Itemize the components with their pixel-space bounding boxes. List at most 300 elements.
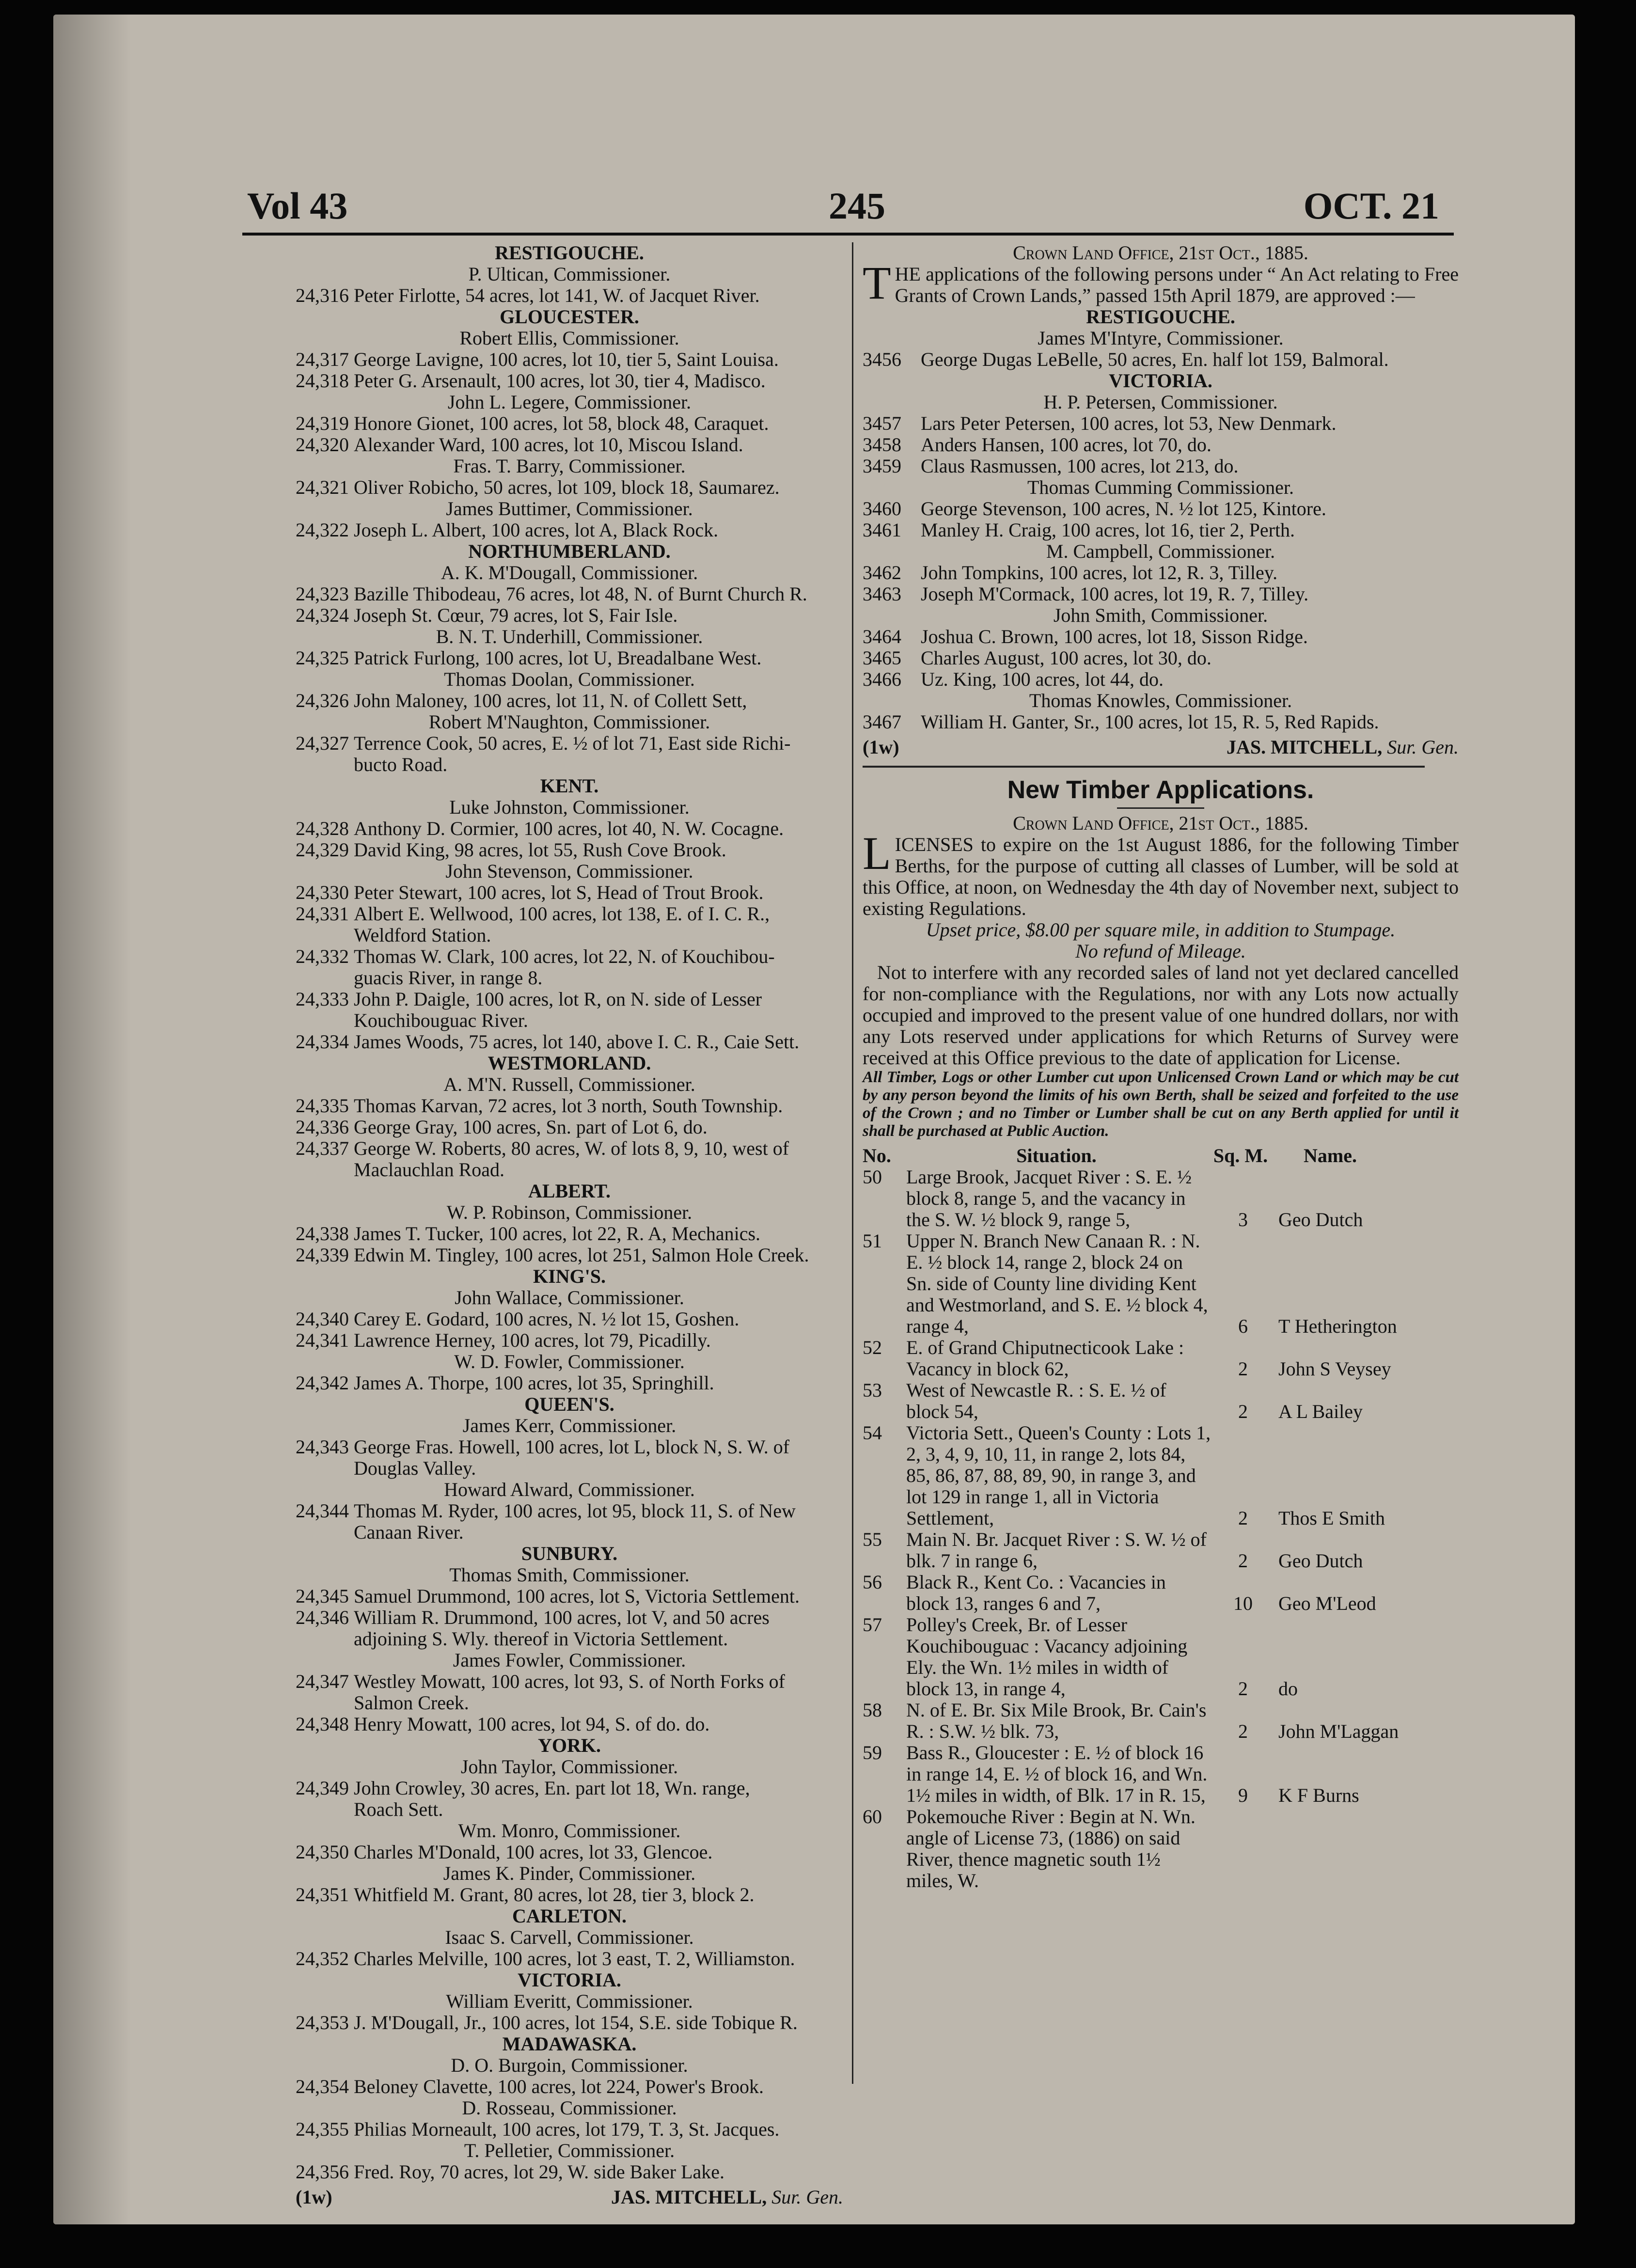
entry-text: Peter Firlotte, 54 acres, lot 141, W. of Jacquet River. [354,284,760,306]
signature-title: Sur. Gen. [771,2186,843,2208]
berth-situation: Large Brook, Jacquet River : S. E. ½ block 8, range 5, and the vacancy in the S. W. ½ block 9, range 5, [906,1166,1192,1230]
entry-number: 3461 [863,519,901,541]
commissioner-line: John Wallace, Commissioner. [455,1287,684,1308]
entry-number: 3466 [863,668,901,690]
grant-entry [296,1714,843,1735]
county-heading: MADAWASKA. [502,2033,637,2055]
commissioner-line: P. Ultican, Commissioner. [468,263,671,285]
entry-continuation: Kouchibouguac River. [354,1009,528,1031]
entry-continuation: Weldford Station. [354,924,491,946]
grant-entry [296,1948,843,1969]
grant-entry [863,626,1459,647]
entry-number: 24,324 [296,604,349,626]
entry-number: 3467 [863,711,901,733]
commissioner-line: Isaac S. Carvell, Commissioner. [445,1926,694,1948]
berth-number: 60 [863,1806,882,1827]
grant-entry [296,1671,843,1692]
grant-entry [863,434,1459,456]
square-miles: 10 [1233,1592,1253,1614]
entry-number: 24,354 [296,2076,349,2097]
grant-entry [296,285,843,306]
col-name: Name. [1304,1145,1357,1166]
entry-text: Peter Stewart, 100 acres, lot S, Head of Trout Brook. [354,882,764,903]
entry-number: 3456 [863,348,901,370]
berth-number: 58 [863,1699,882,1721]
square-miles: 2 [1238,1720,1248,1742]
col-sqm: Sq. M. [1213,1145,1268,1166]
applicant-name: T Hetherington [1278,1315,1397,1337]
licenses-paragraph: LICENSES to expire on the 1st August 1886, for the following Timber Berths, for the purpose of cutting all classes of Lumber, will be sold at this Office, at noon, on Wednesday the 4th day of November next, subject to existing Regulations. [863,827,1459,919]
entry-continuation: Roach Sett. [354,1798,443,1820]
applicant-name: John M'Laggan [1278,1720,1399,1742]
entry-number: 24,322 [296,519,349,541]
entry-text: Whitfield M. Grant, 80 acres, lot 28, tier 3, block 2. [354,1884,755,1906]
entry-number: 24,340 [296,1308,349,1330]
entry-number: 24,353 [296,2012,349,2033]
berth-number: 50 [863,1166,882,1188]
commissioner-line: James K. Pinder, Commissioner. [443,1862,696,1884]
grant-entry [863,520,1459,541]
entry-text: J. M'Dougall, Jr., 100 acres, lot 154, S.E. side Tobique R. [354,2012,798,2033]
column-divider [852,242,853,2084]
table-row [863,1742,1459,1806]
entry-number: 24,321 [296,476,349,498]
commissioner-line: James M'Intyre, Commissioner. [1038,327,1284,349]
entry-text: Claus Rasmussen, 100 acres, lot 213, do. [921,455,1239,477]
applicant-name: Geo M'Leod [1278,1592,1376,1614]
berth-situation: Main N. Br. Jacquet River : S. W. ½ of blk. 7 in range 6, [906,1528,1207,1572]
table-row [863,1230,1459,1337]
entry-text: Lars Peter Petersen, 100 acres, lot 53, New Denmark. [921,412,1337,434]
table-row [863,1166,1459,1230]
commissioner-line: Thomas Smith, Commissioner. [449,1564,690,1586]
entry-number: 24,343 [296,1436,349,1458]
entry-number: 24,316 [296,284,349,306]
entry-continuation: Douglas Valley. [354,1457,476,1479]
section-rule [863,766,1425,768]
signature-name: JAS. MITCHELL, [611,2186,767,2208]
commissioner-line: D. O. Burgoin, Commissioner. [451,2054,688,2076]
entry-text: Terrence Cook, 50 acres, E. ½ of lot 71, East side Richi- [354,732,791,754]
berth-situation: Upper N. Branch New Canaan R. : N. E. ½ block 14, range 2, block 24 on Sn. side of County line dividing Kent and Westmorland, and S. E. ½ block 4, range 4, [906,1230,1208,1337]
square-miles: 2 [1238,1401,1248,1422]
county-heading: KENT. [540,775,599,797]
signature-title: Sur. Gen. [1387,736,1459,758]
commissioner-line: John Taylor, Commissioner. [460,1756,678,1778]
county-heading: ALBERT. [528,1180,611,1202]
commissioner-line: A. K. M'Dougall, Commissioner. [440,562,698,583]
county-heading: CARLETON. [512,1905,627,1927]
entry-number: 3458 [863,434,901,456]
col-no: No. [863,1145,891,1166]
entry-number: 24,334 [296,1031,349,1053]
entry-text: Manley H. Craig, 100 acres, lot 16, tier 2, Perth. [921,519,1295,541]
grant-entry [296,1223,843,1244]
entry-number: 24,346 [296,1606,349,1628]
commissioner-line: W. P. Robinson, Commissioner. [446,1201,692,1223]
commissioner-line: H. P. Petersen, Commissioner. [1043,391,1278,413]
grant-entry [863,413,1459,434]
entry-number: 24,325 [296,647,349,669]
entry-text: Edwin M. Tingley, 100 acres, lot 251, Salmon Hole Creek. [354,1244,809,1266]
grant-entry [296,1778,843,1799]
commissioner-line: Robert M'Naughton, Commissioner. [428,711,710,733]
entry-text: George Fras. Howell, 100 acres, lot L, block N, S. W. of [354,1436,790,1458]
grant-entry [296,605,843,626]
grant-entry [296,818,843,839]
square-miles: 6 [1238,1315,1248,1337]
grant-entry [296,2119,843,2140]
square-miles: 2 [1238,1550,1248,1572]
entry-continuation: bucto Road. [354,754,448,775]
county-heading: YORK. [538,1734,601,1756]
applicant-name: do [1278,1678,1298,1700]
entry-continuation: adjoining S. Wly. thereof in Victoria Settlement. [354,1628,728,1650]
entry-text: John Tompkins, 100 acres, lot 12, R. 3, Tilley. [921,562,1278,583]
berth-number: 56 [863,1571,882,1593]
entry-number: 24,336 [296,1116,349,1138]
entry-text: James A. Thorpe, 100 acres, lot 35, Springhill. [354,1372,714,1394]
grant-entry [296,434,843,456]
county-heading: GLOUCESTER. [500,306,639,328]
entry-number: 24,339 [296,1244,349,1266]
grant-entry [296,477,843,498]
grant-entry [296,583,843,605]
entry-text: Anders Hansen, 100 acres, lot 70, do. [921,434,1211,456]
entry-text: George W. Roberts, 80 acres, W. of lots 8, 9, 10, west of [354,1137,789,1159]
county-heading: NORTHUMBERLAND. [468,540,671,562]
grant-entry [296,1436,843,1458]
berth-number: 53 [863,1379,882,1401]
page-number: 245 [829,185,885,227]
entry-text: William H. Ganter, Sr., 100 acres, lot 15, R. 5, Red Rapids. [921,711,1379,733]
heading-rule [1117,807,1204,809]
county-heading: SUNBURY. [521,1543,618,1564]
commissioner-line: Luke Johnston, Commissioner. [449,796,690,818]
entry-number: 24,351 [296,1884,349,1906]
grant-entry [296,2076,843,2097]
entry-text: James Woods, 75 acres, lot 140, above I. C. R., Caie Sett. [354,1031,800,1053]
table-row [863,1572,1459,1614]
left-column [296,242,843,2208]
grant-entry [296,1308,843,1330]
right-signature [863,737,1459,758]
signature-mark: (1w) [296,2186,332,2208]
entry-continuation: Maclauchlan Road. [354,1159,504,1181]
square-miles: 3 [1238,1209,1248,1230]
entry-text: Oliver Robicho, 50 acres, lot 109, block 18, Saumarez. [354,476,780,498]
commissioner-line: T. Pelletier, Commissioner. [464,2140,675,2161]
entry-continuation: Salmon Creek. [354,1692,469,1714]
entry-text: Joshua C. Brown, 100 acres, lot 18, Sisson Ridge. [921,626,1308,647]
entry-number: 24,333 [296,988,349,1010]
entry-number: 24,350 [296,1841,349,1863]
commissioner-line: John Smith, Commissioner. [1053,604,1268,626]
county-heading: QUEEN'S. [524,1393,614,1415]
commissioner-line: B. N. T. Underhill, Commissioner. [436,626,703,647]
entry-number: 3459 [863,455,901,477]
berth-situation: Polley's Creek, Br. of Lesser Kouchibouguac : Vacancy adjoining Ely. the Wn. 1½ miles in width of block 13, in range 4, [906,1614,1188,1700]
berth-number: 59 [863,1742,882,1764]
entry-number: 24,332 [296,945,349,967]
entry-number: 24,337 [296,1137,349,1159]
entry-text: Fred. Roy, 70 acres, lot 29, W. side Baker Lake. [354,2161,725,2183]
entry-text: Uz. King, 100 acres, lot 44, do. [921,668,1164,690]
county-heading: RESTIGOUCHE. [1086,306,1235,328]
grant-entry [296,839,843,861]
commissioner-line: A. M'N. Russell, Commissioner. [443,1073,695,1095]
entry-number: 24,356 [296,2161,349,2183]
entry-text: William R. Drummond, 100 acres, lot V, and 50 acres [354,1606,770,1628]
entry-text: Thomas Karvan, 72 acres, lot 3 north, South Township. [354,1095,783,1117]
entry-text: Joseph St. Cœur, 79 acres, lot S, Fair Isle. [354,604,678,626]
grant-entry [296,903,843,925]
entry-text: George Stevenson, 100 acres, N. ½ lot 125, Kintore. [921,498,1326,520]
square-miles: 2 [1238,1678,1248,1700]
upset-price: Upset price, $8.00 per square mile, in addition to Stumpage. [926,919,1396,941]
commissioner-line: William Everitt, Commissioner. [446,1990,693,2012]
grant-entry [863,498,1459,520]
grant-entry [296,1586,843,1607]
county-heading: RESTIGOUCHE. [495,242,644,264]
grant-entry [296,1372,843,1394]
entry-number: 24,323 [296,583,349,605]
commissioner-line: Wm. Monro, Commissioner. [458,1820,681,1842]
entry-number: 24,342 [296,1372,349,1394]
berth-number: 55 [863,1528,882,1550]
right-column [863,242,1459,1891]
grant-entry [863,669,1459,690]
timber-dateline: Crown Land Office, 21st Oct., 1885. [1013,812,1308,834]
header-rule [242,233,1454,236]
commissioner-line: D. Rosseau, Commissioner. [462,2097,677,2119]
entry-text: Bazille Thibodeau, 76 acres, lot 48, N. of Burnt Church R. [354,583,807,605]
grant-entry [296,1500,843,1522]
grant-entry [296,1031,843,1053]
entry-number: 24,320 [296,434,349,456]
entry-text: Thomas W. Clark, 100 acres, lot 22, N. of Kouchibou- [354,945,775,967]
entry-number: 3457 [863,412,901,434]
entry-number: 3460 [863,498,901,520]
entry-text: Albert E. Wellwood, 100 acres, lot 138, E. of I. C. R., [354,903,770,925]
grant-entry [296,2012,843,2033]
commissioner-line: W. D. Fowler, Commissioner. [454,1351,685,1372]
timber-warning: All Timber, Logs or other Lumber cut upon Unlicensed Crown Land or which may be cut by any person beyond the limits of his own Berth, shall be seized and forfeited to the use of the Crown ; and no Timber or Lumber shall be cut on any Berth applied for until it shall be purchased at Public Auction. [863,1069,1459,1140]
grant-entry [296,989,843,1010]
applicant-name: A L Bailey [1278,1401,1363,1422]
berth-situation: Bass R., Gloucester : E. ½ of block 16 in range 14, E. ½ of block 16, and Wn. 1½ miles in width, of Blk. 17 in R. 15, [906,1742,1208,1806]
commissioner-line: James Kerr, Commissioner. [462,1415,676,1436]
entry-number: 24,344 [296,1500,349,1522]
entry-number: 24,317 [296,348,349,370]
issue-date: OCT. 21 [1303,185,1439,227]
entry-number: 24,347 [296,1670,349,1692]
office-dateline: Crown Land Office, 21st Oct., 1885. [1013,242,1308,264]
berth-situation: E. of Grand Chiputnecticook Lake : Vacancy in block 62, [906,1337,1184,1380]
entry-number: 3464 [863,626,901,647]
page-header [247,174,1439,233]
grant-entry [863,711,1459,733]
entry-number: 3463 [863,583,901,605]
entry-text: Thomas M. Ryder, 100 acres, lot 95, block 11, S. of New [354,1500,796,1522]
square-miles: 9 [1238,1784,1248,1806]
entry-text: Honore Gionet, 100 acres, lot 58, block 48, Caraquet. [354,412,769,434]
entry-number: 3462 [863,562,901,583]
volume-number: Vol 43 [247,185,348,227]
entry-text: David King, 98 acres, lot 55, Rush Cove Brook. [354,839,726,861]
entry-text: George Dugas LeBelle, 50 acres, En. half lot 159, Balmoral. [921,348,1389,370]
berth-situation: West of Newcastle R. : S. E. ½ of block 54, [906,1379,1166,1422]
commissioner-line: John L. Legere, Commissioner. [447,391,692,413]
grant-entry [296,1138,843,1159]
entry-text: Beloney Clavette, 100 acres, lot 224, Power's Brook. [354,2076,764,2097]
table-row [863,1529,1459,1572]
grant-entry [296,1244,843,1266]
grant-entry [296,946,843,967]
entry-text: Anthony D. Cormier, 100 acres, lot 40, N. W. Cocagne. [354,818,784,839]
commissioner-line: Thomas Doolan, Commissioner. [444,668,695,690]
applicant-name: Geo Dutch [1278,1550,1363,1572]
berth-situation: Black R., Kent Co. : Vacancies in block 13, ranges 6 and 7, [906,1571,1166,1614]
entry-text: George Gray, 100 acres, Sn. part of Lot 6, do. [354,1116,708,1138]
entry-number: 24,335 [296,1095,349,1117]
no-refund: No refund of Mileage. [1075,940,1246,962]
signature-name: JAS. MITCHELL, [1227,736,1383,758]
entry-number: 24,327 [296,732,349,754]
entry-number: 24,330 [296,882,349,903]
table-header [863,1145,1459,1166]
entry-text: Charles M'Donald, 100 acres, lot 33, Glencoe. [354,1841,713,1863]
county-heading: KING'S. [533,1265,606,1287]
table-row [863,1380,1459,1422]
entry-number: 24,331 [296,903,349,925]
entry-number: 24,355 [296,2118,349,2140]
left-signature [296,2187,843,2208]
section-heading: New Timber Applications. [1007,776,1314,804]
entry-number: 24,338 [296,1223,349,1244]
county-heading: VICTORIA. [518,1969,621,1991]
table-row [863,1700,1459,1742]
entry-number: 24,345 [296,1585,349,1607]
grant-entry [296,349,843,370]
entry-text: Alexander Ward, 100 acres, lot 10, Miscou Island. [354,434,743,456]
entry-number: 24,348 [296,1713,349,1735]
commissioner-line: Howard Alward, Commissioner. [444,1479,695,1500]
entry-number: 24,352 [296,1948,349,1969]
entry-text: Patrick Furlong, 100 acres, lot U, Breadalbane West. [354,647,762,669]
grant-entry [863,647,1459,669]
entry-text: John P. Daigle, 100 acres, lot R, on N. side of Lesser [354,988,762,1010]
entry-number: 3465 [863,647,901,669]
grant-entry [296,647,843,669]
grant-entry [296,1330,843,1351]
grant-entry [296,1117,843,1138]
square-miles: 2 [1238,1358,1248,1380]
entry-number: 24,341 [296,1329,349,1351]
berth-number: 57 [863,1614,882,1636]
commissioner-line: James Buttimer, Commissioner. [446,498,693,520]
applicant-name: Geo Dutch [1278,1209,1363,1230]
commissioner-line: Thomas Knowles, Commissioner. [1029,690,1292,711]
grant-entry [296,1884,843,1906]
entry-text: John Crowley, 30 acres, En. part lot 18, Wn. range, [354,1777,750,1799]
commissioner-line: John Stevenson, Commissioner. [445,860,693,882]
berth-number: 51 [863,1230,882,1252]
grant-entry [296,733,843,754]
entry-text: Peter G. Arsenault, 100 acres, lot 30, tier 4, Madisco. [354,370,766,392]
col-situation: Situation. [1016,1145,1097,1166]
entry-text: Henry Mowatt, 100 acres, lot 94, S. of do. do. [354,1713,710,1735]
entry-text: Westley Mowatt, 100 acres, lot 93, S. of North Forks of [354,1670,785,1692]
grant-entry [296,413,843,434]
conditions-paragraph: Not to interfere with any recorded sales of land not yet declared cancelled for non-compliance with the Regulations, nor with any Lots now actually occupied and improved to the present value of one hundred dollars, nor with any Lots reserved under applications for which Returns of Survey were received at this Office previous to the date of application for License. [863,961,1459,1069]
entry-number: 24,326 [296,690,349,711]
grant-entry [863,456,1459,477]
grant-entry [863,562,1459,583]
entry-text: James T. Tucker, 100 acres, lot 22, R. A, Mechanics. [354,1223,761,1244]
entry-number: 24,349 [296,1777,349,1799]
approval-intro: THE applications of the following persons under “ An Act relating to Free Grants of Crown Lands,” passed 15th April 1879, are approved :— [863,257,1459,309]
timber-table [863,1166,1459,1891]
square-miles: 2 [1238,1507,1248,1529]
grant-entry [296,1095,843,1117]
entry-number: 24,329 [296,839,349,861]
entry-text: Samuel Drummond, 100 acres, lot S, Victoria Settlement. [354,1585,800,1607]
grant-entry [296,2161,843,2183]
grant-entry [296,1842,843,1863]
berth-number: 54 [863,1422,882,1444]
entry-continuation: Canaan River. [354,1521,464,1543]
county-heading: VICTORIA. [1109,370,1212,392]
commissioner-line: Thomas Cumming Commissioner. [1027,476,1294,498]
applicant-name: John S Veysey [1278,1358,1391,1380]
entry-text: Joseph L. Albert, 100 acres, lot A, Black Rock. [354,519,719,541]
grant-entry [296,690,843,711]
grant-entry [296,882,843,903]
entry-text: Carey E. Godard, 100 acres, N. ½ lot 15, Goshen. [354,1308,739,1330]
berth-situation: N. of E. Br. Six Mile Brook, Br. Cain's R. : S.W. ½ blk. 73, [906,1699,1207,1742]
entry-text: Charles Melville, 100 acres, lot 3 east, T. 2, Williamston. [354,1948,795,1969]
grant-entry [296,370,843,392]
entry-text: Charles August, 100 acres, lot 30, do. [921,647,1211,669]
signature-mark: (1w) [863,736,899,758]
entry-number: 24,318 [296,370,349,392]
grant-entry [863,349,1459,370]
commissioner-line: M. Campbell, Commissioner. [1046,540,1275,562]
grant-entry [863,583,1459,605]
entry-text: John Maloney, 100 acres, lot 11, N. of Collett Sett, [354,690,747,711]
applicant-name: Thos E Smith [1278,1507,1385,1529]
entry-number: 24,319 [296,412,349,434]
free-grants-list [296,242,843,2183]
berth-number: 52 [863,1337,882,1358]
entry-continuation: guacis River, in range 8. [354,967,543,989]
berth-situation: Victoria Sett., Queen's County : Lots 1, 2, 3, 4, 9, 10, 11, in range 2, lots 84, 85, 86, 87, 88, 89, 90, in range 3, and lot 129 in range 1, all in Victoria Settlement, [906,1422,1211,1529]
table-row [863,1422,1459,1529]
approved-list [863,306,1459,733]
grant-entry [296,520,843,541]
grant-entry [296,1607,843,1628]
entry-text: George Lavigne, 100 acres, lot 10, tier 5, Saint Louisa. [354,348,779,370]
commissioner-line: Fras. T. Barry, Commissioner. [453,455,686,477]
applicant-name: K F Burns [1278,1784,1359,1806]
table-row [863,1806,1459,1891]
entry-text: Lawrence Herney, 100 acres, lot 79, Picadilly. [354,1329,711,1351]
berth-situation: Pokemouche River : Begin at N. Wn. angle of License 73, (1886) on said River, thence magnetic south 1½ miles, W. [906,1806,1196,1891]
county-heading: WESTMORLAND. [488,1052,651,1074]
commissioner-line: Robert Ellis, Commissioner. [459,327,679,349]
entry-text: Philias Morneault, 100 acres, lot 179, T. 3, St. Jacques. [354,2118,780,2140]
